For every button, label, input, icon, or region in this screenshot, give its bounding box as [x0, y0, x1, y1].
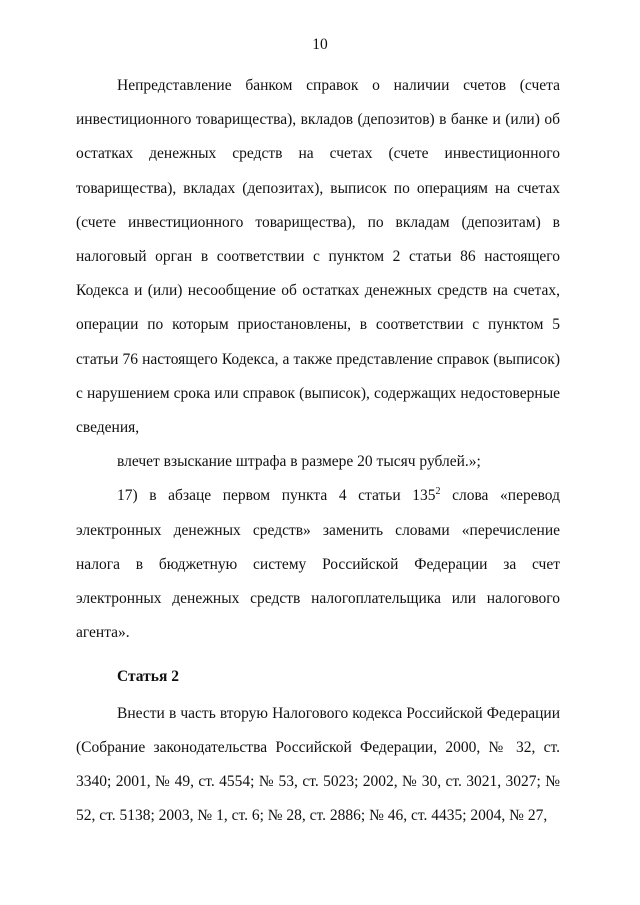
- article-2-paragraph: Внести в часть вторую Налогового кодекса Российской Федерации (Собрание законодательства Российской Федерации, 2000, № 32, ст. 3340; 2001, № 49, ст. 4554; № 53, ст. 5023; 2002, № 30, ст. 3021, 3027; № 52, ст. 5138; 2003, № 1, ст. 6; № 28, ст. 2886; № 46, ст. 4435; 2004, № 27,: [76, 704, 560, 825]
- item-17-text-after: слова «перевод электронных денежных средств» заменить словами «перечисление налога в бюджетную систему Российской Федерации за счет электронных денежных средств налогоплательщика или налогового агента».: [76, 487, 560, 642]
- paragraph-item-17: [76, 479, 560, 650]
- document-body: [76, 69, 560, 833]
- paragraph-penalty: влечет взыскание штрафа в размере 20 тысяч рублей.»;: [117, 453, 481, 471]
- item-17-superscript: 2: [435, 486, 441, 498]
- paragraph-nonsubmission: Непредставление банком справок о наличии счетов (счета инвестиционного товарищества), вкладов (депозитов) в банке и (или) об остатках денежных средств на счетах (счете инвестиционного товарищества), вкладах (депозитах), выписок по операциям на счетах (счете инвестиционного товарищества), по вкладам (депозитам) в налоговый орган в соответствии с пунктом 2 статьи 86 настоящего Кодекса и (или) несообщение об остатках денежных средств на счетах, операции по которым приостановлены, в соответствии с пунктом 5 статьи 76 настоящего Кодекса, а также представление справок (выписок) с нарушением срока или справок (выписок), содержащих недостоверные сведения,: [76, 77, 560, 437]
- article-2-heading: Статья 2: [117, 668, 179, 686]
- page-number: 10: [312, 36, 328, 53]
- item-17-text-before: 17) в абзаце первом пункта 4 статьи 135: [117, 487, 436, 505]
